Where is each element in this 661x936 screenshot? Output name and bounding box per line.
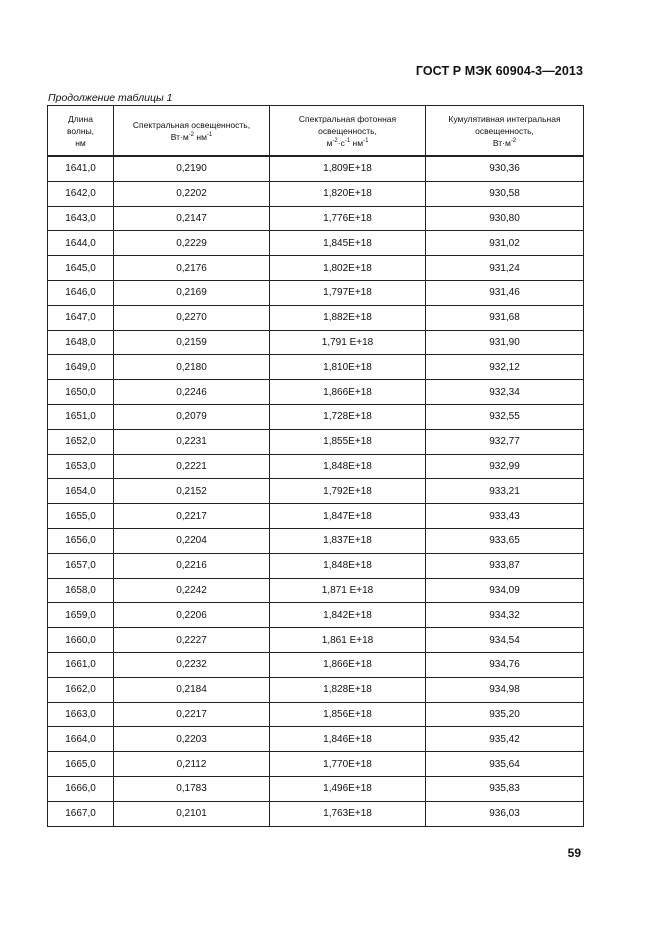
wavelength-cell: 1659,0	[48, 603, 114, 628]
photon-irradiance-cell: 1,847Е+18	[270, 504, 426, 529]
table-row	[48, 578, 584, 603]
wavelength-cell: 1667,0	[48, 801, 114, 826]
cumulative-irradiance-cell: 933,87	[426, 553, 584, 578]
photon-irradiance-cell: 1,848Е+18	[270, 454, 426, 479]
irradiance-cell: 0,2246	[114, 380, 270, 405]
document-standard-id: ГОСТ Р МЭК 60904-3—2013	[415, 64, 583, 78]
photon-irradiance-cell: 1,848Е+18	[270, 553, 426, 578]
cumulative-irradiance-cell: 933,21	[426, 479, 584, 504]
wavelength-cell: 1645,0	[48, 256, 114, 281]
irradiance-cell: 0,2217	[114, 702, 270, 727]
table-row	[48, 404, 584, 429]
wavelength-cell: 1660,0	[48, 628, 114, 653]
cumulative-irradiance-cell: 933,43	[426, 504, 584, 529]
header-wavelength: Длина волны, нм	[48, 106, 114, 157]
irradiance-cell: 0,2190	[114, 156, 270, 181]
cumulative-irradiance-cell: 935,83	[426, 776, 584, 801]
header-spectral-photon-irradiance: Спектральная фотонная освещенность, $м^{-2}\cdot с^{-1}$ $нм^{-1}$	[270, 106, 426, 157]
photon-irradiance-cell: 1,776Е+18	[270, 206, 426, 231]
cumulative-irradiance-cell: 934,98	[426, 677, 584, 702]
cumulative-irradiance-cell: 931,68	[426, 305, 584, 330]
cumulative-irradiance-cell: 935,64	[426, 752, 584, 777]
wavelength-cell: 1647,0	[48, 305, 114, 330]
photon-irradiance-cell: 1,828Е+18	[270, 677, 426, 702]
table-row	[48, 528, 584, 553]
cumulative-irradiance-cell: 936,03	[426, 801, 584, 826]
wavelength-cell: 1657,0	[48, 553, 114, 578]
irradiance-cell: 0,2176	[114, 256, 270, 281]
irradiance-cell: 0,2152	[114, 479, 270, 504]
wavelength-cell: 1656,0	[48, 528, 114, 553]
table-row	[48, 355, 584, 380]
wavelength-cell: 1662,0	[48, 677, 114, 702]
page-number: 59	[567, 846, 581, 860]
table-row	[48, 603, 584, 628]
wavelength-cell: 1666,0	[48, 776, 114, 801]
table-row	[48, 776, 584, 801]
table-row	[48, 628, 584, 653]
cumulative-irradiance-cell: 931,90	[426, 330, 584, 355]
photon-irradiance-cell: 1,855Е+18	[270, 429, 426, 454]
irradiance-cell: 0,2221	[114, 454, 270, 479]
cumulative-irradiance-cell: 932,77	[426, 429, 584, 454]
table-row	[48, 504, 584, 529]
irradiance-cell: 0,2270	[114, 305, 270, 330]
table-row	[48, 305, 584, 330]
table-row	[48, 181, 584, 206]
cumulative-irradiance-cell: 932,34	[426, 380, 584, 405]
wavelength-cell: 1642,0	[48, 181, 114, 206]
irradiance-cell: 0,2147	[114, 206, 270, 231]
table-row	[48, 479, 584, 504]
photon-irradiance-cell: 1,871 Е+18	[270, 578, 426, 603]
cumulative-irradiance-cell: 932,99	[426, 454, 584, 479]
wavelength-cell: 1665,0	[48, 752, 114, 777]
cumulative-irradiance-cell: 930,36	[426, 156, 584, 181]
table-row	[48, 801, 584, 826]
header-spectral-irradiance: Спектральная освещенность, $Вт\cdot м^{-2}$ $нм^{-1}$	[114, 106, 270, 157]
photon-irradiance-cell: 1,802Е+18	[270, 256, 426, 281]
wavelength-cell: 1649,0	[48, 355, 114, 380]
photon-irradiance-cell: 1,496Е+18	[270, 776, 426, 801]
irradiance-cell: 0,2203	[114, 727, 270, 752]
photon-irradiance-cell: 1,791 Е+18	[270, 330, 426, 355]
photon-irradiance-cell: 1,845Е+18	[270, 231, 426, 256]
table-row	[48, 280, 584, 305]
photon-irradiance-cell: 1,837Е+18	[270, 528, 426, 553]
irradiance-cell: 0,2231	[114, 429, 270, 454]
wavelength-cell: 1650,0	[48, 380, 114, 405]
table-body	[48, 156, 584, 826]
table-row	[48, 429, 584, 454]
irradiance-cell: 0,2217	[114, 504, 270, 529]
table-row	[48, 702, 584, 727]
irradiance-cell: 0,2229	[114, 231, 270, 256]
cumulative-irradiance-cell: 930,80	[426, 206, 584, 231]
irradiance-cell: 0,2204	[114, 528, 270, 553]
photon-irradiance-cell: 1,820Е+18	[270, 181, 426, 206]
table-row	[48, 652, 584, 677]
irradiance-cell: 0,1783	[114, 776, 270, 801]
wavelength-cell: 1648,0	[48, 330, 114, 355]
irradiance-cell: 0,2101	[114, 801, 270, 826]
photon-irradiance-cell: 1,728Е+18	[270, 404, 426, 429]
cumulative-irradiance-cell: 931,46	[426, 280, 584, 305]
irradiance-cell: 0,2112	[114, 752, 270, 777]
irradiance-cell: 0,2232	[114, 652, 270, 677]
wavelength-cell: 1654,0	[48, 479, 114, 504]
wavelength-cell: 1653,0	[48, 454, 114, 479]
cumulative-irradiance-cell: 930,58	[426, 181, 584, 206]
irradiance-cell: 0,2184	[114, 677, 270, 702]
irradiance-cell: 0,2206	[114, 603, 270, 628]
cumulative-irradiance-cell: 934,54	[426, 628, 584, 653]
wavelength-cell: 1658,0	[48, 578, 114, 603]
table-row	[48, 752, 584, 777]
photon-irradiance-cell: 1,770Е+18	[270, 752, 426, 777]
wavelength-cell: 1643,0	[48, 206, 114, 231]
cumulative-irradiance-cell: 934,09	[426, 578, 584, 603]
table-row	[48, 231, 584, 256]
table-row	[48, 727, 584, 752]
irradiance-cell: 0,2169	[114, 280, 270, 305]
wavelength-cell: 1646,0	[48, 280, 114, 305]
irradiance-cell: 0,2216	[114, 553, 270, 578]
photon-irradiance-cell: 1,856Е+18	[270, 702, 426, 727]
table-row	[48, 206, 584, 231]
table-row	[48, 330, 584, 355]
irradiance-cell: 0,2227	[114, 628, 270, 653]
cumulative-irradiance-cell: 934,76	[426, 652, 584, 677]
photon-irradiance-cell: 1,763Е+18	[270, 801, 426, 826]
wavelength-cell: 1663,0	[48, 702, 114, 727]
wavelength-cell: 1661,0	[48, 652, 114, 677]
cumulative-irradiance-cell: 932,55	[426, 404, 584, 429]
irradiance-cell: 0,2242	[114, 578, 270, 603]
table-row	[48, 553, 584, 578]
cumulative-irradiance-cell: 934,32	[426, 603, 584, 628]
photon-irradiance-cell: 1,866Е+18	[270, 380, 426, 405]
cumulative-irradiance-cell: 931,24	[426, 256, 584, 281]
table-row	[48, 677, 584, 702]
wavelength-cell: 1652,0	[48, 429, 114, 454]
photon-irradiance-cell: 1,809Е+18	[270, 156, 426, 181]
irradiance-cell: 0,2079	[114, 404, 270, 429]
table-row	[48, 380, 584, 405]
photon-irradiance-cell: 1,797Е+18	[270, 280, 426, 305]
header-cumulative-irradiance: Кумулятивная интегральная освещенность, $Вт\cdot м^{-2}$	[426, 106, 584, 157]
cumulative-irradiance-cell: 931,02	[426, 231, 584, 256]
photon-irradiance-cell: 1,882Е+18	[270, 305, 426, 330]
table-row	[48, 256, 584, 281]
cumulative-irradiance-cell: 935,42	[426, 727, 584, 752]
cumulative-irradiance-cell: 932,12	[426, 355, 584, 380]
photon-irradiance-cell: 1,846Е+18	[270, 727, 426, 752]
table-caption: Продолжение таблицы 1	[48, 92, 173, 104]
cumulative-irradiance-cell: 933,65	[426, 528, 584, 553]
table-row	[48, 156, 584, 181]
irradiance-cell: 0,2180	[114, 355, 270, 380]
photon-irradiance-cell: 1,861 Е+18	[270, 628, 426, 653]
cumulative-irradiance-cell: 935,20	[426, 702, 584, 727]
spectral-data-table	[47, 105, 584, 827]
irradiance-cell: 0,2159	[114, 330, 270, 355]
wavelength-cell: 1641,0	[48, 156, 114, 181]
wavelength-cell: 1655,0	[48, 504, 114, 529]
table-header-row	[48, 106, 584, 157]
wavelength-cell: 1664,0	[48, 727, 114, 752]
wavelength-cell: 1644,0	[48, 231, 114, 256]
photon-irradiance-cell: 1,792Е+18	[270, 479, 426, 504]
irradiance-cell: 0,2202	[114, 181, 270, 206]
table-row	[48, 454, 584, 479]
wavelength-cell: 1651,0	[48, 404, 114, 429]
photon-irradiance-cell: 1,810Е+18	[270, 355, 426, 380]
photon-irradiance-cell: 1,842Е+18	[270, 603, 426, 628]
photon-irradiance-cell: 1,866Е+18	[270, 652, 426, 677]
